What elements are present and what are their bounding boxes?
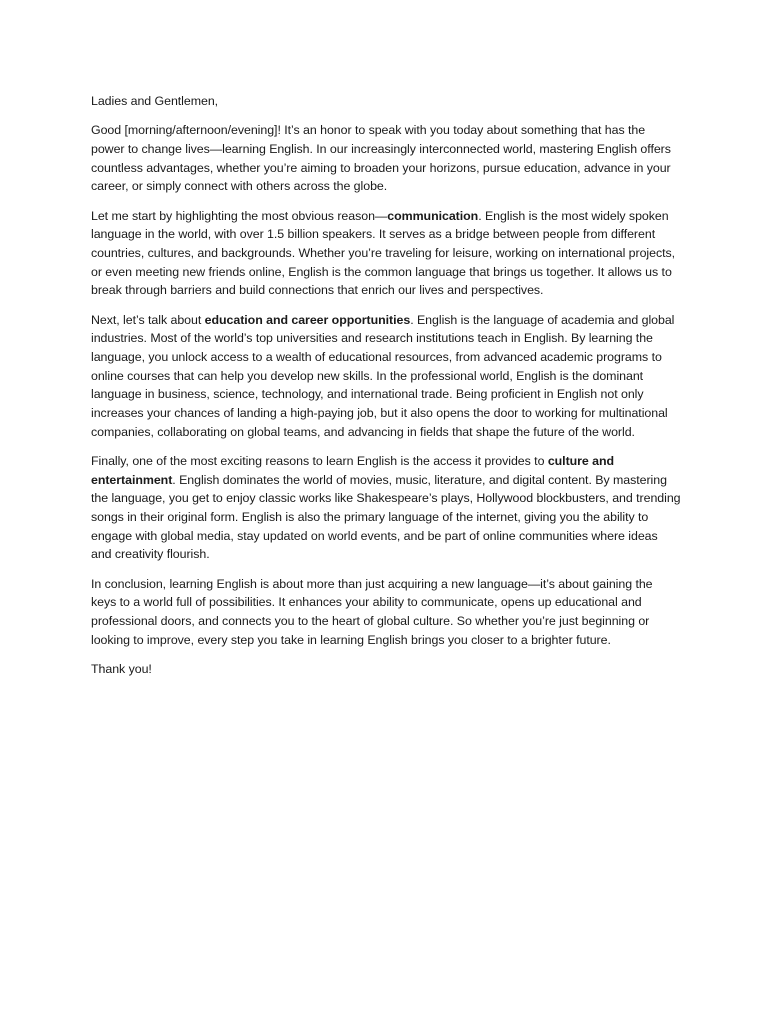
paragraph-education-career (91, 311, 681, 442)
highlight-communication: communication (387, 208, 479, 223)
paragraph-conclusion-text: In conclusion, learning English is about more than just acquiring a new language—it’s about gaining the keys to a world full of possibilities. It enhances your ability to communicate, opens up educational and professional doors, and connects you to the heart of global culture. So whether you’re just beginning or looking to improve, every step you take in learning English brings you closer to a brighter future. (91, 576, 653, 647)
greeting: Ladies and Gentlemen, (91, 94, 219, 108)
paragraph-communication (91, 207, 681, 301)
closing: Thank you! (91, 661, 152, 676)
paragraph-culture-rest: . English dominates the world of movies, music, literature, and digital content. By mastering the language, you get to enjoy classic works like Shakespeare’s plays, Hollywood blockbusters, and trending songs in their original form. English is also the primary language of the internet, giving you the ability to engage with global media, stay updated on world events, and be part of online communities where ideas and creativity flourish. (91, 472, 681, 562)
highlight-education-career: education and career opportunities (204, 312, 411, 327)
highlight-culture-entertainment: culture and entertainment (91, 453, 615, 487)
paragraph-intro (91, 121, 681, 196)
paragraph-communication-lead: Let me start by highlighting the most obvious reason— (91, 208, 388, 223)
paragraph-intro-text: Good [morning/afternoon/evening]! It’s an honor to speak with you today about something that has the power to change lives—learning English. In our increasingly interconnected world, mastering English offers countless advantages, whether you’re aiming to broaden your horizons, pursue education, advance in your career, or simply connect with others across the globe. (91, 123, 671, 194)
paragraph-culture-lead: Finally, one of the most exciting reasons to learn English is the access it provides to (91, 453, 548, 468)
paragraph-education-rest: . English is the language of academia and global industries. Most of the world’s top universities and research institutions teach in English. By learning the language, you unlock access to a wealth of educational resources, from advanced academic programs to online courses that can help you develop new skills. In the professional world, English is the dominant language in business, science, technology, and international trade. Being proficient in English not only increases your chances of landing a high-paying job, but it also opens the door to working for multinational companies, collaborating on global teams, and advancing in fields that shape the future of the world. (91, 312, 675, 439)
paragraph-education-lead: Next, let’s talk about (91, 312, 205, 327)
speech-body (91, 92, 681, 689)
paragraph-communication-rest: . English is the most widely spoken language in the world, with over 1.5 billion speakers. It serves as a bridge between people from different countries, cultures, and backgrounds. Whether you’re traveling for leisure, working on international projects, or even meeting new friends online, English is the common language that brings us together. It allows us to break through barriers and build connections that enrich our lives and perspectives. (91, 208, 676, 298)
paragraph-conclusion (91, 575, 681, 650)
paragraph-culture (91, 452, 681, 564)
